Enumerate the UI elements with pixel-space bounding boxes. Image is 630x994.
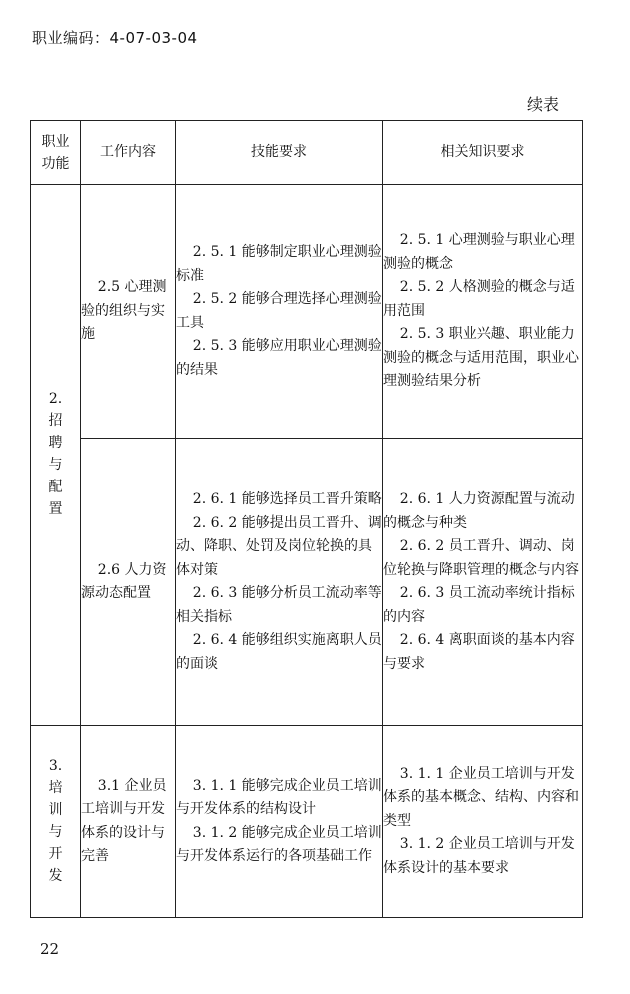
header-function: 职业功能 xyxy=(31,121,81,185)
header-row xyxy=(31,121,583,185)
knowledge-cell: 3. 1. 1 企业员工培训与开发体系的基本概念、结构、内容和类型 3. 1. 2 企业员工培训与开发体系设计的基本要求 xyxy=(383,726,583,918)
work-content-cell: 2.5 心理测验的组织与实施 xyxy=(81,185,176,439)
skills-cell: 3. 1. 1 能够完成企业员工培训与开发体系的结构设计 3. 1. 2 能够完成企业员工培训与开发体系运行的各项基础工作 xyxy=(176,726,383,918)
skills-cell: 2. 5. 1 能够制定职业心理测验标准 2. 5. 2 能够合理选择心理测验工具 2. 5. 3 能够应用职业心理测验的结果 xyxy=(176,185,383,439)
table-row xyxy=(31,726,583,918)
header-knowledge: 相关知识要求 xyxy=(383,121,583,185)
header-skills: 技能要求 xyxy=(176,121,383,185)
knowledge-cell: 2. 5. 1 心理测验与职业心理测验的概念 2. 5. 2 人格测验的概念与适用范围 2. 5. 3 职业兴趣、职业能力测验的概念与适用范围，职业心理测验结果分析 xyxy=(383,185,583,439)
knowledge-cell: 2. 6. 1 人力资源配置与流动的概念与种类 2. 6. 2 员工晋升、调动、岗位轮换与降职管理的概念与内容 2. 6. 3 员工流动率统计指标的内容 2. 6. 4 离职面谈的基本内容与要求 xyxy=(383,439,583,726)
skills-cell: 2. 6. 1 能够选择员工晋升策略 2. 6. 2 能够提出员工晋升、调动、降职、处罚及岗位轮换的具体对策 2. 6. 3 能够分析员工流动率等相关指标 2. 6. 4 能够组织实施离职人员的面谈 xyxy=(176,439,383,726)
table-row xyxy=(31,185,583,439)
function-cell-training: 3. 培训与开发 xyxy=(31,726,81,918)
skills-table xyxy=(30,120,583,918)
page-number: 22 xyxy=(40,940,60,958)
header-content: 工作内容 xyxy=(81,121,176,185)
occupation-code: 职业编码：4-07-03-04 xyxy=(32,29,198,47)
continued-label: 续表 xyxy=(527,95,560,114)
work-content-cell: 2.6 人力资源动态配置 xyxy=(81,439,176,726)
work-content-cell: 3.1 企业员工培训与开发体系的设计与完善 xyxy=(81,726,176,918)
table-row xyxy=(31,439,583,726)
function-cell-recruitment: 2. 招聘与配置 xyxy=(31,185,81,726)
